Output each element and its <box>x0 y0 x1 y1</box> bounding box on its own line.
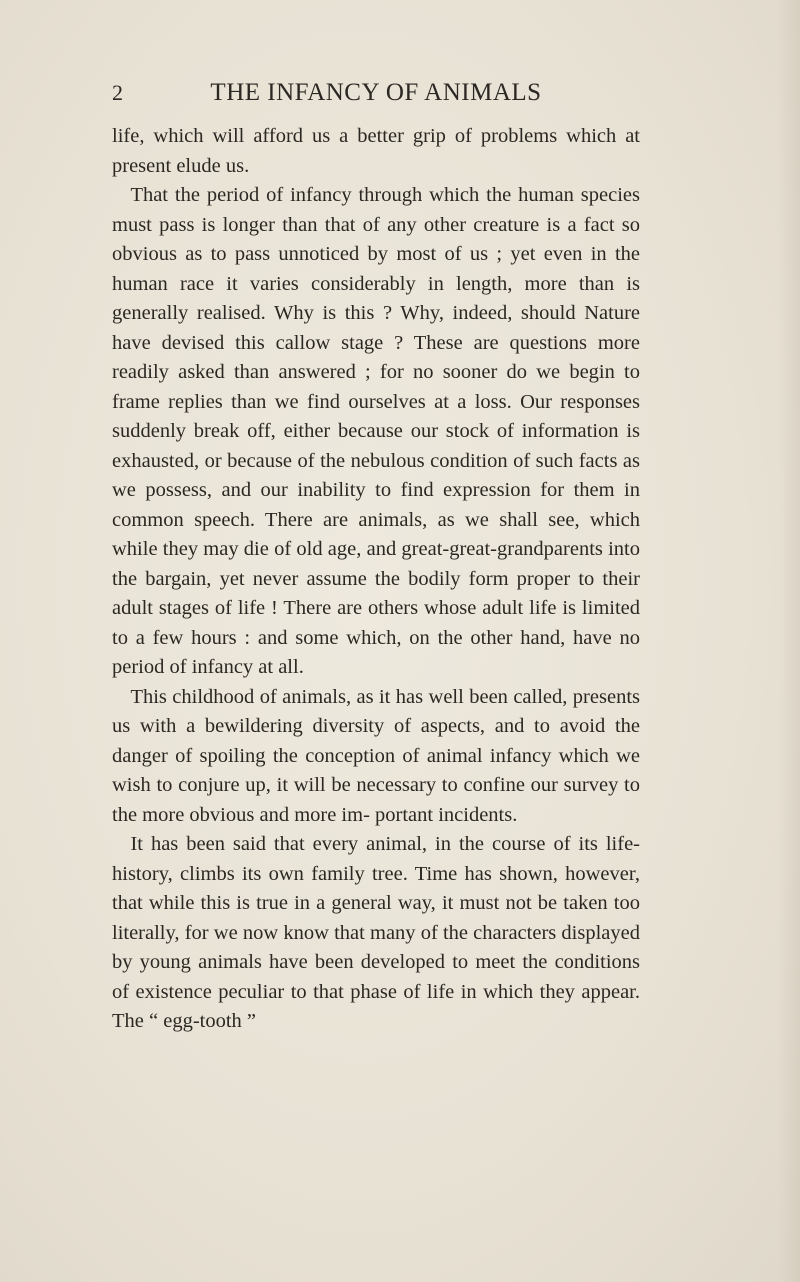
page-number: 2 <box>112 80 123 105</box>
paragraph-continuation: life, which will afford us a better grip of problems which at present elude us. <box>112 125 640 177</box>
paragraph: It has been said that every animal, in the course of its life-history, climbs its own family tree. Time has shown, however, that while this is true in a general way, it must not be taken too literally, for we now know that many of the characters displayed by young animals have been developed to meet the conditions of existence peculiar to that phase of life in which they appear. The “ egg-tooth ” <box>112 833 640 1032</box>
body-text <box>112 122 640 1037</box>
paragraph: That the period of infancy through which the human species must pass is longer than that of any other creature is a fact so obvious as to pass unnoticed by most of us ; yet even in the human race it varies considerably in length, more than is generally realised. Why is this ? Why, indeed, should Nature have devised this callow stage ? These are questions more readily asked than answered ; for no sooner do we begin to frame replies than we find ourselves at a loss. Our responses suddenly break off, either because our stock of information is exhausted, or because of the nebulous condition of such facts as we possess, and our inability to find expression for them in common speech. There are animals, as we shall see, which while they may die of old age, and great-great-grandparents into the bargain, yet never assume the bodily form proper to their adult stages of life ! There are others whose adult life is limited to a few hours : and some which, on the other hand, have no period of infancy at all. <box>112 184 640 678</box>
running-head <box>112 78 640 110</box>
running-title: THE INFANCY OF ANIMALS <box>210 79 542 106</box>
paragraph: This childhood of animals, as it has well been called, presents us with a bewildering diversity of aspects, and to avoid the danger of spoiling the conception of animal infancy which we wish to conjure up, it will be necessary to confine our survey to the more obvious and more im- portant incidents. <box>112 685 640 826</box>
